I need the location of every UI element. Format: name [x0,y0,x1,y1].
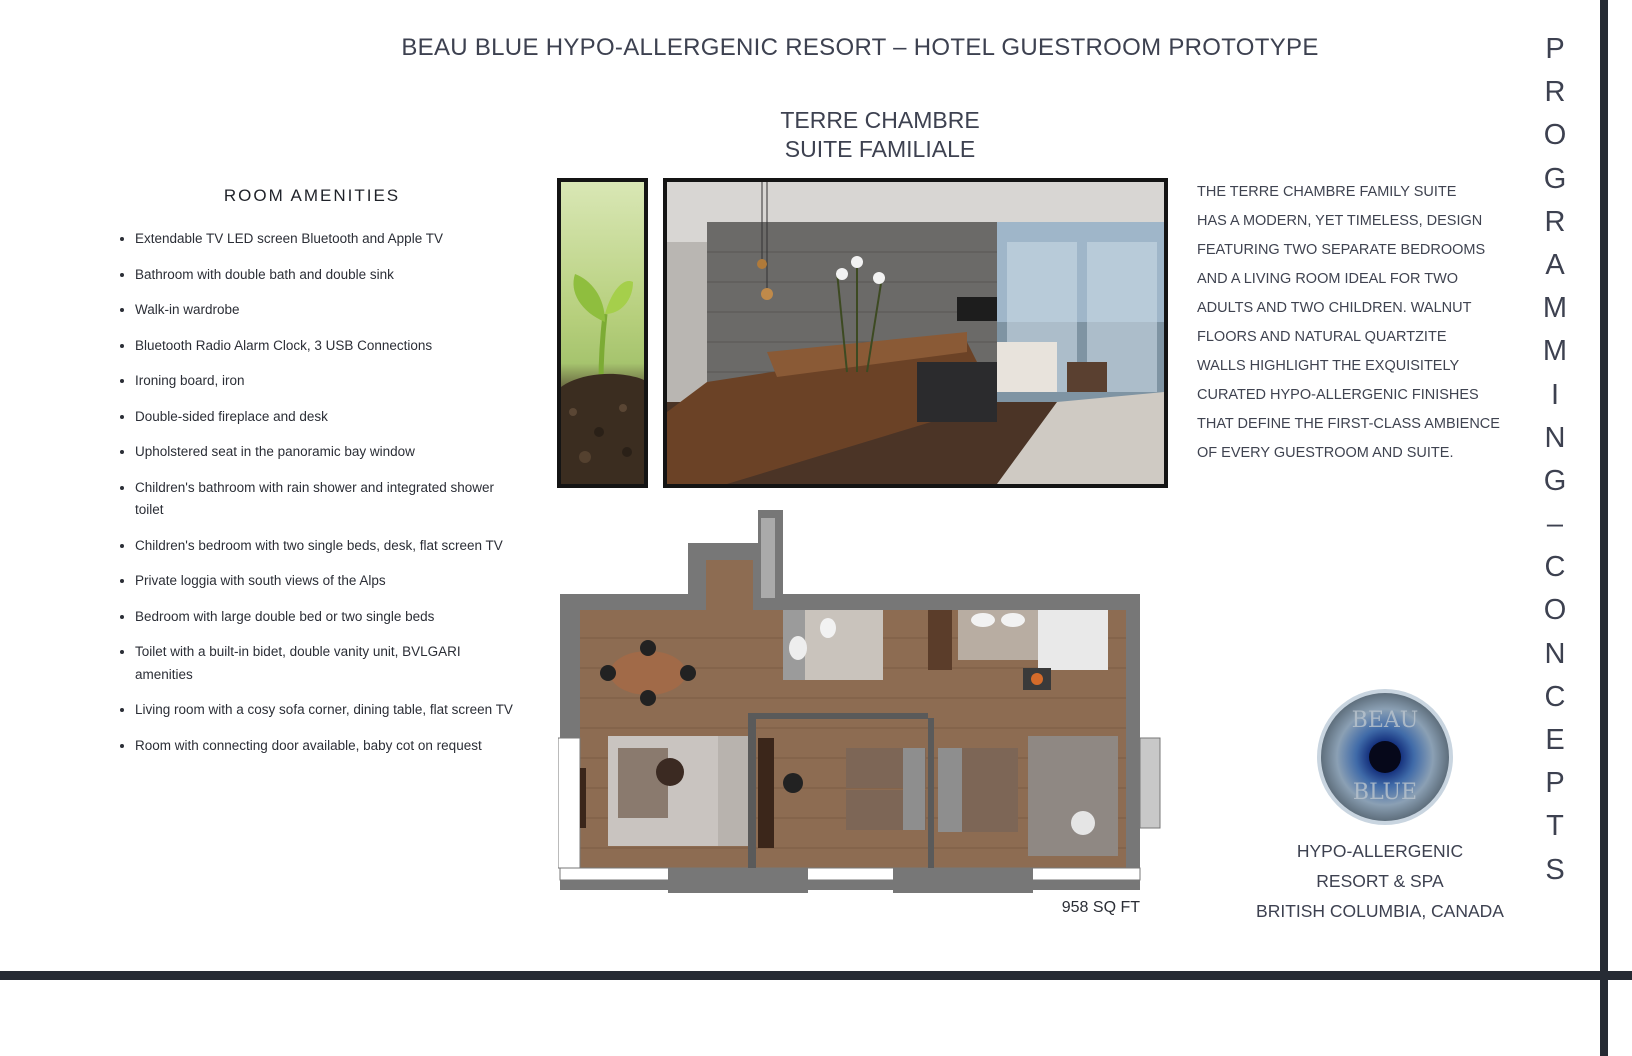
description-line: ADULTS AND TWO CHILDREN. WALNUT [1197,300,1472,316]
logo-caption-line1: HYPO-ALLERGENIC [1296,841,1464,861]
description-line: THE TERRE CHAMBRE FAMILY SUITE [1197,184,1457,200]
side-letter: C [1544,551,1566,584]
side-letter: E [1545,724,1565,756]
side-letter: P [1545,33,1565,65]
list-item: • Upholstered seat in the panoramic bay window [135,441,515,464]
side-letter: M [1542,292,1568,325]
description-line: FLOORS AND NATURAL QUARTZITE [1197,329,1447,345]
description-line: AND A LIVING ROOM IDEAL FOR TWO [1197,271,1459,287]
side-letter: G [1543,464,1567,497]
seedling-illustration [561,182,644,484]
list-item: • Toilet with a built-in bidet, double vanity unit, BVLGARI amenities [135,641,515,686]
side-letter: T [1546,810,1564,843]
list-item: • Ironing board, iron [135,370,515,393]
suite-description [1197,178,1517,468]
logo-caption-line2: RESORT & SPA [1316,871,1444,891]
side-letter: M [1542,335,1568,368]
amenities-heading: ROOM AMENITIES [223,186,401,205]
list-item: • Extendable TV LED screen Bluetooth and Apple TV [135,228,515,251]
list-item: • Double-sided fireplace and desk [135,406,515,429]
side-letter: I [1550,378,1560,411]
list-item: • Room with connecting door available, baby cot on request [135,735,515,758]
list-item: • Bathroom with double bath and double sink [135,264,515,287]
description-line: HAS A MODERN, YET TIMELESS, DESIGN [1197,213,1483,229]
list-item: • Private loggia with south views of the Alps [135,570,515,593]
side-letter: P [1545,767,1565,800]
side-letter: A [1545,248,1565,281]
description-line: FEATURING TWO SEPARATE BEDROOMS [1197,242,1486,258]
side-letter: N [1544,421,1566,454]
logo-text-bottom: BLUE [1352,780,1418,805]
frame-horizontal-bar [0,971,1632,980]
list-item: • Walk-in wardrobe [135,299,515,322]
description-line: WALLS HIGHLIGHT THE EXQUISITELY [1197,358,1460,374]
list-item: • Children's bathroom with rain shower and integrated shower toilet [135,477,515,522]
description-line: OF EVERY GUESTROOM AND SUITE. [1197,445,1454,461]
floor-plan-drawing [558,508,1163,893]
floor-plan [558,508,1163,893]
floor-area-label: 958 SQ FT [1061,899,1140,916]
suite-interior-photo [663,178,1168,488]
side-letter: N [1544,637,1566,670]
side-letter: O [1543,119,1567,152]
seedling-photo [557,178,648,488]
suite-title-line1: TERRE CHAMBRE [780,107,980,133]
list-item: • Children's bedroom with two single beds, desk, flat screen TV [135,535,515,558]
side-label-programming-concepts [1530,28,1580,892]
suite-title [730,106,1030,164]
side-letter: S [1545,853,1565,886]
description-line: THAT DEFINE THE FIRST-CLASS AMBIENCE [1197,416,1500,432]
page-title: BEAU BLUE HYPO-ALLERGENIC RESORT – HOTEL GUESTROOM PROTOTYPE [401,34,1319,61]
list-item: • Bluetooth Radio Alarm Clock, 3 USB Connections [135,335,515,358]
side-letter: R [1544,76,1566,109]
suite-title-line2: SUITE FAMILIALE [784,136,976,162]
side-letter: C [1544,680,1566,713]
side-letter: G [1543,162,1567,195]
list-item: • Bedroom with large double bed or two single beds [135,606,515,629]
amenities-list [118,228,515,770]
eye-logo-icon [1315,687,1455,827]
side-separator: – [1546,508,1564,541]
list-item: • Living room with a cosy sofa corner, dining table, flat screen TV [135,699,515,722]
side-letter: O [1543,594,1567,627]
logo-caption-line3: BRITISH COLUMBIA, CANADA [1256,901,1504,921]
logo-text-top: BEAU [1351,708,1419,733]
beau-blue-logo [1315,687,1455,827]
description-line: CURATED HYPO-ALLERGENIC FINISHES [1197,387,1479,403]
side-letter: R [1544,205,1566,238]
logo-caption [1240,836,1520,926]
frame-vertical-bar [1600,0,1608,1056]
suite-interior-illustration [667,182,1164,484]
